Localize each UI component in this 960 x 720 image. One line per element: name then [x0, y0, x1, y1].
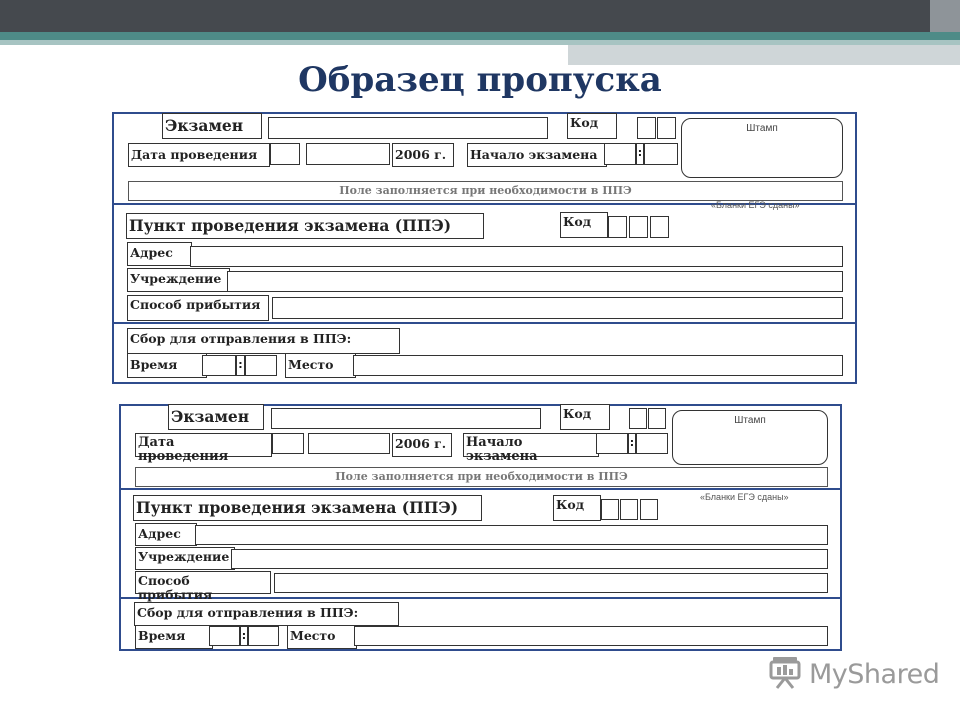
form1-ppe-code-cell[interactable]: [608, 216, 627, 238]
header-accent-bar: [0, 32, 960, 40]
form1-arrival-field[interactable]: [272, 297, 843, 319]
form2-exam-label: Экзамен: [168, 404, 264, 430]
form1-start-minutes[interactable]: [644, 143, 678, 165]
brand-name: MyShared: [809, 658, 940, 690]
form2-start-minutes[interactable]: [636, 433, 668, 454]
form2-ppe-code-cell[interactable]: [601, 499, 619, 520]
form1-stamp-box: [681, 118, 843, 178]
form1-code-label: Код: [567, 113, 617, 139]
form2-code-label: Код: [560, 404, 610, 430]
form2-arrival-label: Способ прибытия: [135, 571, 271, 594]
form1-year-label: 2006 г.: [392, 143, 454, 167]
form1-time-colon: :: [636, 143, 644, 165]
form1-place-label: Место: [285, 353, 356, 378]
form1-divider: [112, 322, 857, 324]
form2-arrival-field[interactable]: [274, 573, 828, 593]
form2-ppe-code-cell[interactable]: [620, 499, 638, 520]
form2-date-label: Дата проведения: [135, 433, 272, 457]
form2-time-colon: :: [240, 626, 248, 646]
form1-address-field[interactable]: [190, 246, 843, 267]
form1-ppe-code-cell[interactable]: [650, 216, 669, 238]
presentation-board-icon: [767, 654, 803, 694]
form1-exam-label: Экзамен: [162, 113, 262, 139]
form1-start-label: Начало экзамена: [467, 143, 607, 167]
form1-ppe-label: Пункт проведения экзамена (ППЭ): [126, 213, 484, 239]
form2-address-field[interactable]: [195, 525, 828, 545]
form1-date-day[interactable]: [270, 143, 300, 165]
form2-divider: [119, 597, 842, 599]
form2-year-label: 2006 г.: [392, 433, 452, 457]
form2-code-cell[interactable]: [629, 408, 647, 429]
header-bar: [0, 0, 960, 32]
form1-institution-label: Учреждение: [127, 268, 230, 292]
form1-optional-note: Поле заполняется при необходимости в ППЭ: [128, 181, 843, 201]
form2-time-hours[interactable]: [209, 626, 240, 646]
form2-stamp-label: Штамп: [734, 415, 766, 426]
form2-start-hours[interactable]: [596, 433, 628, 454]
form2-date-month[interactable]: [308, 433, 390, 454]
form2-start-label: Начало экзамена: [463, 433, 599, 457]
form1-forms-submitted: «Бланки ЕГЭ сданы»: [711, 200, 800, 210]
form2-ppe-code-cell[interactable]: [640, 499, 658, 520]
form1-code-cell[interactable]: [657, 117, 676, 139]
form2-divider: [119, 488, 842, 490]
form1-time-minutes[interactable]: [245, 355, 277, 376]
form2-forms-submitted: «Бланки ЕГЭ сданы»: [700, 492, 789, 502]
form2-institution-field[interactable]: [231, 549, 828, 569]
form1-ppe-code-label: Код: [560, 212, 608, 238]
form2-code-cell[interactable]: [648, 408, 666, 429]
brand-logo: [767, 654, 939, 694]
form2-ppe-code-label: Код: [553, 495, 601, 521]
form1-address-label: Адрес: [127, 242, 192, 266]
slide-title: Образец пропуска: [298, 60, 662, 100]
form1-arrival-label: Способ прибытия: [127, 295, 269, 321]
form1-time-hours[interactable]: [202, 355, 236, 376]
form1-time-label: Время: [127, 353, 207, 378]
form1-gathering-label: Сбор для отправления в ППЭ:: [127, 328, 400, 354]
form1-place-field[interactable]: [353, 355, 843, 376]
form2-time-label: Время: [135, 625, 213, 649]
form1-ppe-code-cell[interactable]: [629, 216, 648, 238]
form2-optional-note: Поле заполняется при необходимости в ППЭ: [135, 467, 828, 487]
form1-time-colon: :: [236, 355, 245, 376]
form2-gathering-label: Сбор для отправления в ППЭ:: [134, 602, 399, 626]
form2-time-minutes[interactable]: [248, 626, 279, 646]
form2-stamp-box: [672, 410, 828, 465]
form1-start-hours[interactable]: [604, 143, 636, 165]
form2-time-colon: :: [628, 433, 636, 454]
form2-date-day[interactable]: [272, 433, 304, 454]
form2-ppe-label: Пункт проведения экзамена (ППЭ): [133, 495, 482, 521]
form2-exam-field[interactable]: [271, 408, 541, 429]
form1-date-month[interactable]: [306, 143, 390, 165]
form1-institution-field[interactable]: [227, 271, 843, 292]
form1-code-cell[interactable]: [637, 117, 656, 139]
form1-stamp-label: Штамп: [746, 123, 778, 134]
form1-exam-field[interactable]: [268, 117, 548, 139]
form2-place-label: Место: [287, 625, 357, 649]
form2-place-field[interactable]: [354, 626, 828, 646]
form2-institution-label: Учреждение: [135, 547, 235, 570]
form2-address-label: Адрес: [135, 523, 197, 546]
form1-date-label: Дата проведения: [128, 143, 270, 167]
